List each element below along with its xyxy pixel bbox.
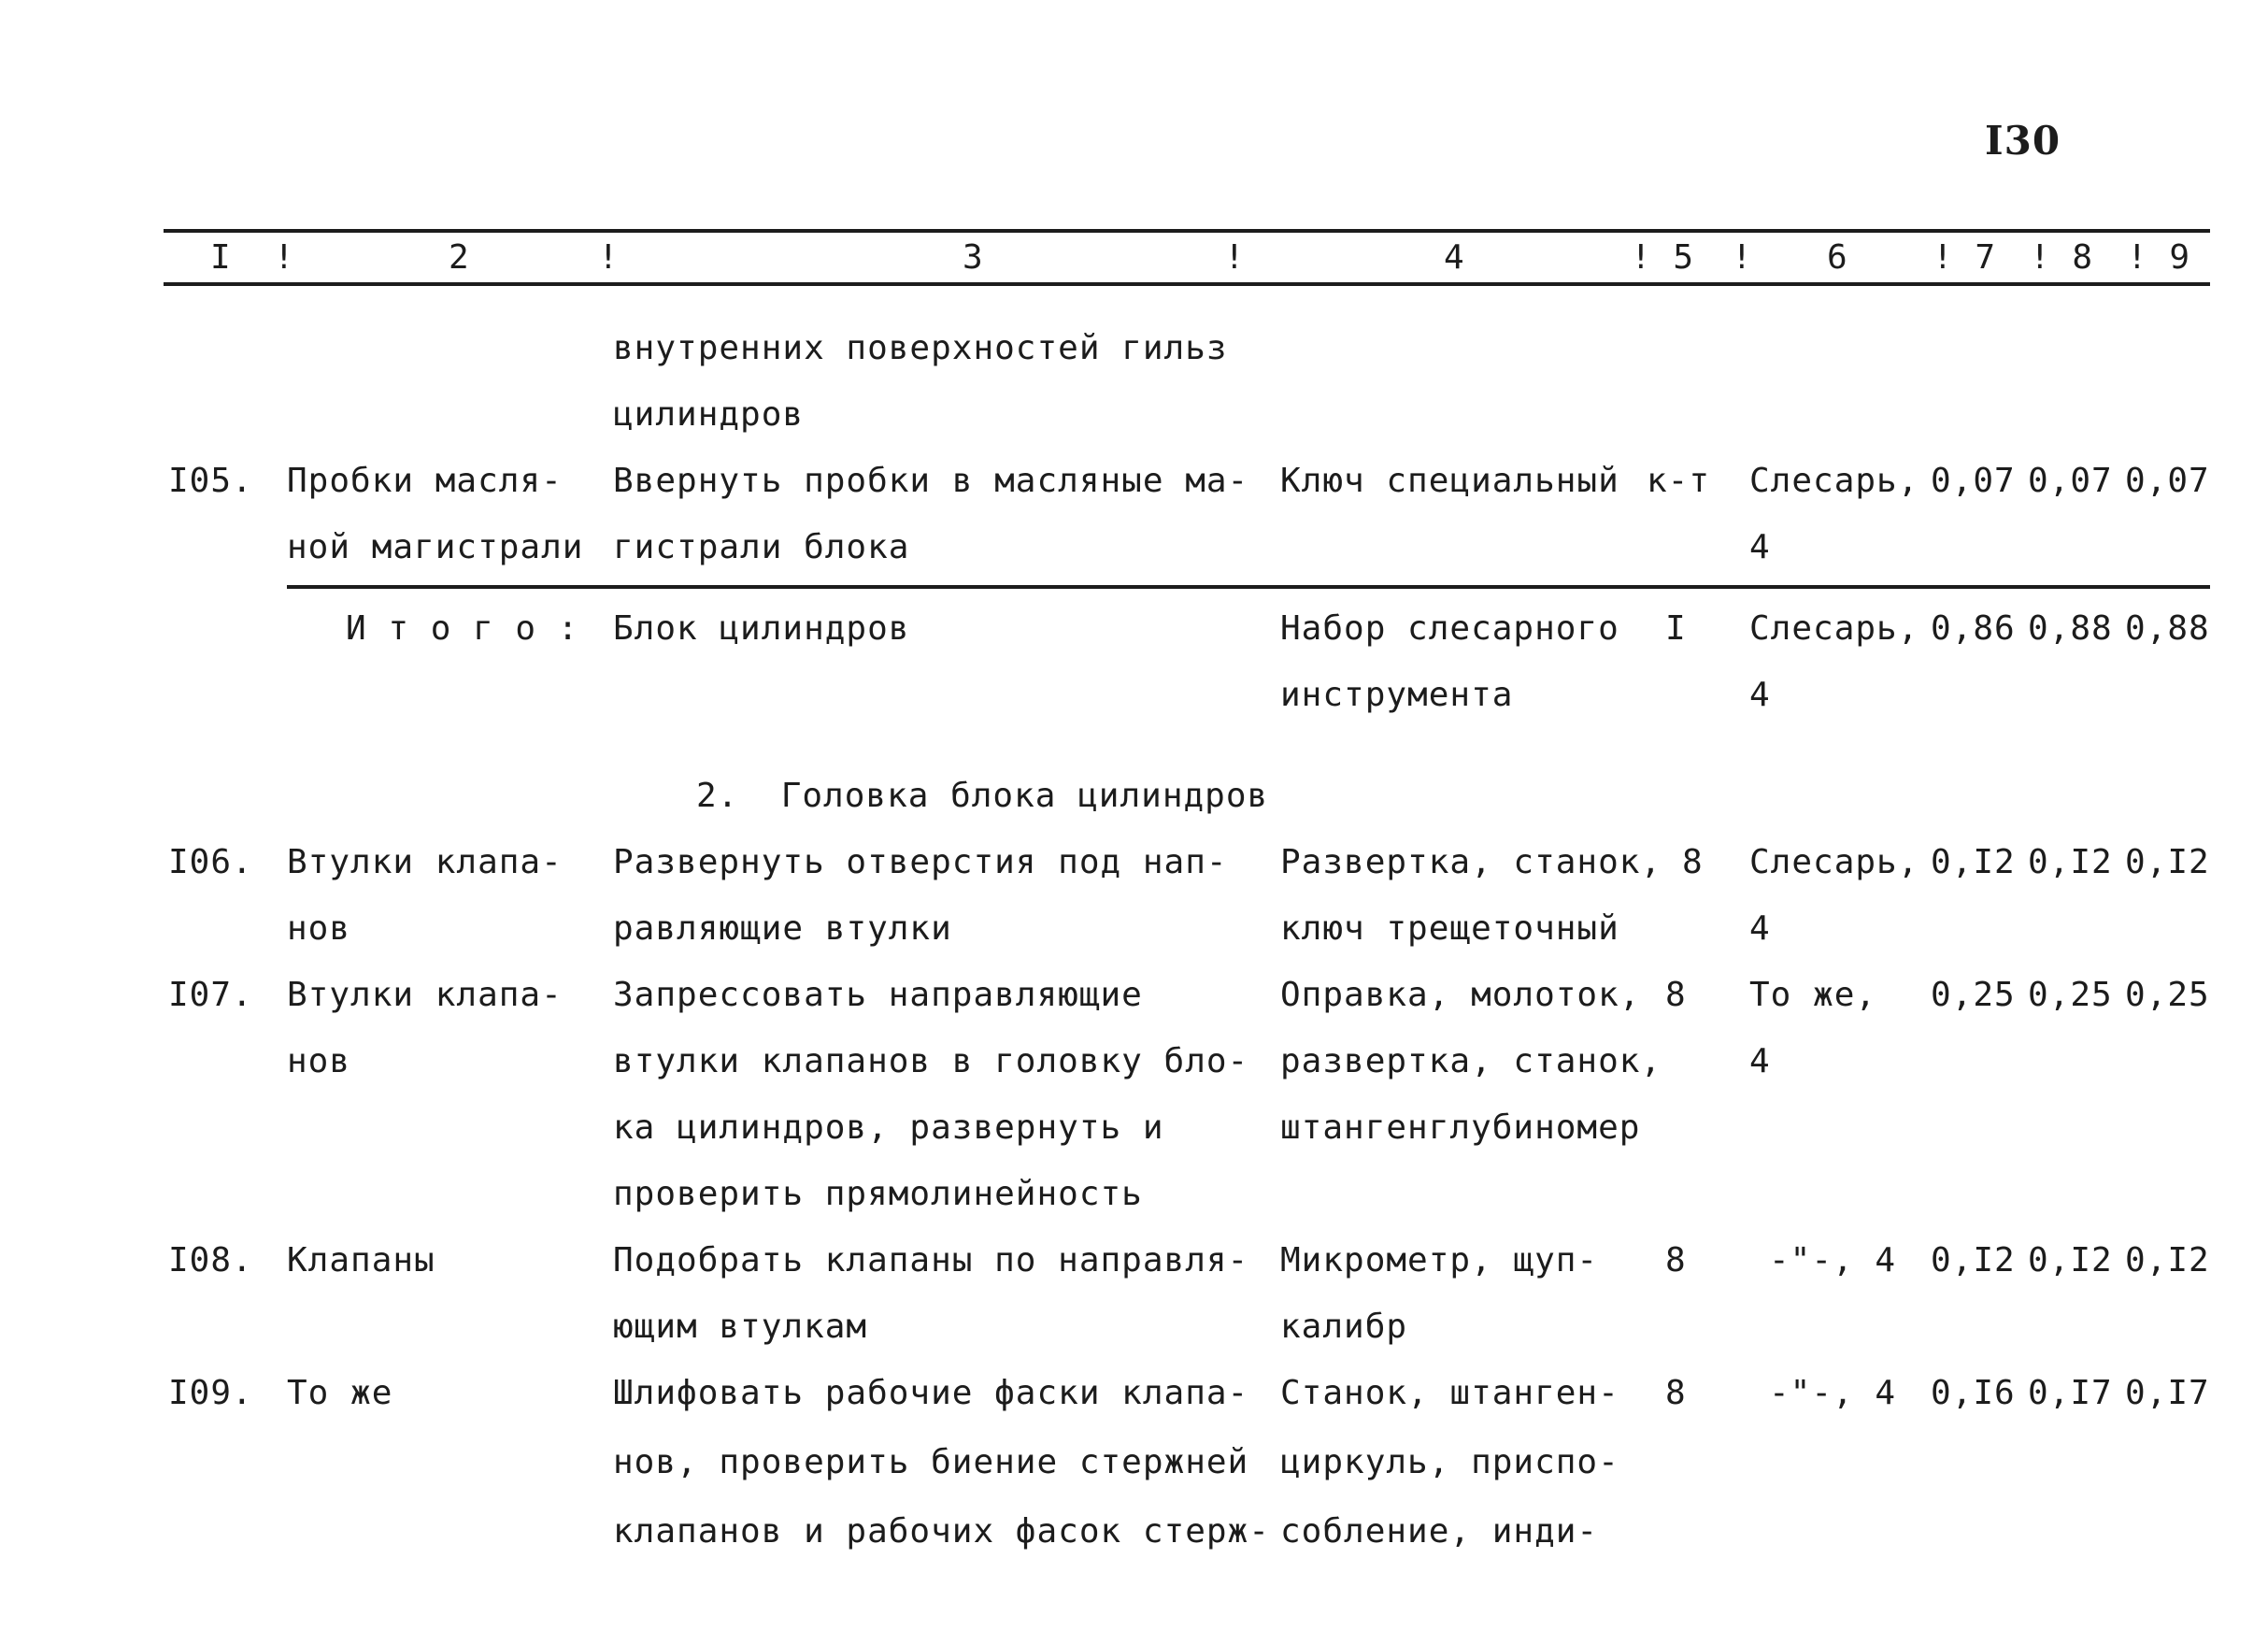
tool-text: Станок, штанген-: [1280, 1374, 1619, 1412]
header-bottom-rule: [164, 282, 2210, 286]
operation-text: клапанов и рабочих фасок стерж-: [613, 1512, 1270, 1551]
worker-grade: 4: [1749, 676, 1771, 714]
norm-9: 0,25: [2125, 976, 2210, 1014]
operation-text: нов, проверить биение стержней: [613, 1443, 1249, 1481]
col-header-9: ! 9: [2127, 238, 2191, 277]
worker: Слесарь,: [1749, 609, 1919, 648]
part-name: Пробки масля-: [287, 462, 563, 500]
header-top-rule: [164, 229, 2210, 233]
tool-text: штангенглубиномер: [1280, 1108, 1641, 1147]
tool-text: Микрометр, щуп-: [1280, 1241, 1599, 1279]
part-name: Клапаны: [287, 1241, 435, 1279]
tool-text: Ключ специальный: [1280, 462, 1619, 500]
norm-7: 0,86: [1931, 609, 2016, 648]
tool-text: Набор слесарного: [1280, 609, 1619, 648]
operation-text: ющим втулкам: [613, 1308, 868, 1346]
worker: -"-, 4: [1769, 1374, 1897, 1412]
quantity: к-т: [1647, 462, 1711, 500]
row-number: I09.: [168, 1374, 253, 1412]
norm-8: 0,25: [2028, 976, 2113, 1014]
quantity: 8: [1665, 976, 1687, 1014]
operation-text: равляющие втулки: [613, 909, 952, 948]
part-name: нов: [287, 1042, 351, 1080]
total-rule: [287, 585, 2210, 589]
worker: Слесарь,: [1749, 462, 1919, 500]
tool-text: инструмента: [1280, 676, 1514, 714]
norm-7: 0,25: [1931, 976, 2016, 1014]
operation-text: Запрессовать направляющие: [613, 976, 1143, 1014]
col-separator: !: [598, 238, 620, 277]
tool-text: Развертка, станок,: [1280, 843, 1662, 881]
tool-text: Оправка, молоток,: [1280, 976, 1641, 1014]
norm-8: 0,I7: [2028, 1374, 2113, 1412]
row-number: I06.: [168, 843, 253, 881]
norm-8: 0,88: [2028, 609, 2113, 648]
operation-text: гистрали блока: [613, 528, 910, 566]
operation-text: проверить прямолинейность: [613, 1175, 1143, 1213]
norm-9: 0,I2: [2125, 1241, 2210, 1279]
tool-text: циркуль, приспо-: [1280, 1443, 1619, 1481]
norm-8: 0,07: [2028, 462, 2113, 500]
norm-7: 0,07: [1931, 462, 2016, 500]
operation-text: втулки клапанов в головку бло-: [613, 1042, 1249, 1080]
worker: Слесарь,: [1749, 843, 1919, 881]
col-header-4: 4: [1444, 238, 1465, 277]
quantity: 8: [1665, 1241, 1687, 1279]
operation-text: ка цилиндров, развернуть и: [613, 1108, 1164, 1147]
col-header-7: ! 7: [1933, 238, 1997, 277]
norm-9: 0,I2: [2125, 843, 2210, 881]
quantity: I: [1665, 609, 1687, 648]
col-header-6: 6: [1827, 238, 1848, 277]
worker-grade: 4: [1749, 1042, 1771, 1080]
norm-7: 0,I2: [1931, 843, 2016, 881]
part-name: То же: [287, 1374, 393, 1412]
operation-text: Блок цилиндров: [613, 609, 910, 648]
tool-text: собление, инди-: [1280, 1512, 1599, 1551]
col-separator: !: [1224, 238, 1246, 277]
col-header-3: 3: [963, 238, 984, 277]
section-heading: 2. Головка блока цилиндров: [696, 777, 1269, 815]
tool-text: калибр: [1280, 1308, 1408, 1346]
operation-text: Ввернуть пробки в масляные ма-: [613, 462, 1249, 500]
tool-text: ключ трещеточный: [1280, 909, 1619, 948]
operation-text: цилиндров: [613, 395, 805, 434]
operation-text: Развернуть отверстия под нап-: [613, 843, 1228, 881]
worker: То же,: [1749, 976, 1877, 1014]
norm-9: 0,07: [2125, 462, 2210, 500]
part-name: нов: [287, 909, 351, 948]
col-header-1: I: [210, 238, 232, 277]
operation-text: Подобрать клапаны по направля-: [613, 1241, 1249, 1279]
part-name: Втулки клапа-: [287, 976, 563, 1014]
norm-7: 0,I6: [1931, 1374, 2016, 1412]
worker: -"-, 4: [1769, 1241, 1897, 1279]
row-number: I08.: [168, 1241, 253, 1279]
quantity: 8: [1665, 1374, 1687, 1412]
col-header-2: 2: [449, 238, 470, 277]
worker-grade: 4: [1749, 909, 1771, 948]
row-number: I05.: [168, 462, 253, 500]
col-separator: !: [274, 238, 295, 277]
col-header-8: ! 8: [2030, 238, 2094, 277]
part-name: ной магистрали: [287, 528, 584, 566]
part-name: Втулки клапа-: [287, 843, 563, 881]
norm-8: 0,I2: [2028, 843, 2113, 881]
col-header-5: ! 5: [1631, 238, 1695, 277]
tool-text: развертка, станок,: [1280, 1042, 1662, 1080]
page-number: I30: [1985, 118, 2061, 164]
operation-text: внутренних поверхностей гильз: [613, 329, 1228, 367]
operation-text: Шлифовать рабочие фаски клапа-: [613, 1374, 1249, 1412]
col-separator: !: [1732, 238, 1753, 277]
total-label: И т о г о :: [346, 609, 579, 648]
norm-8: 0,I2: [2028, 1241, 2113, 1279]
worker-grade: 4: [1749, 528, 1771, 566]
norm-9: 0,I7: [2125, 1374, 2210, 1412]
norm-9: 0,88: [2125, 609, 2210, 648]
row-number: I07.: [168, 976, 253, 1014]
quantity: 8: [1682, 843, 1704, 881]
norm-7: 0,I2: [1931, 1241, 2016, 1279]
